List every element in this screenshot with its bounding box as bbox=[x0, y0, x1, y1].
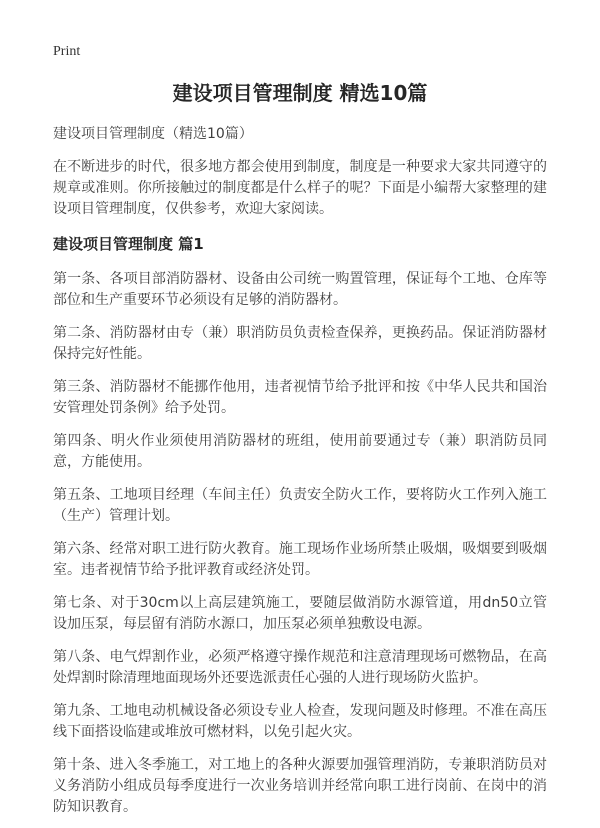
article-paragraph-3: 第三条、消防器材不能挪作他用，违者视情节给予批评和按《中华人民共和国治安管理处罚条例》给予处罚。 bbox=[53, 379, 547, 416]
article-paragraph-4: 第四条、明火作业须使用消防器材的班组，使用前要通过专（兼）职消防员同意，方能使用。 bbox=[53, 433, 547, 470]
article-paragraph-1: 第一条、各项目部消防器材、设备由公司统一购置管理，保证每个工地、仓库等部位和生产重要环节必须设有足够的消防器材。 bbox=[53, 271, 547, 308]
article-paragraph-5: 第五条、工地项目经理（车间主任）负责安全防火工作，要将防火工作列入施工（生产）管理计划。 bbox=[53, 487, 547, 524]
article-paragraph-6: 第六条、经常对职工进行防火教育。施工现场作业场所禁止吸烟，吸烟要到吸烟室。违者视情节给予批评教育或经济处罚。 bbox=[53, 541, 547, 578]
print-link[interactable]: Print bbox=[53, 44, 81, 59]
document-subtitle: 建设项目管理制度（精选10篇） bbox=[53, 126, 253, 142]
article-paragraph-9: 第九条、工地电动机械设备必须设专业人检查，发现问题及时修理。不准在高压线下面搭设临建或堆放可燃材料，以免引起火灾。 bbox=[53, 703, 547, 740]
article-paragraph-2: 第二条、消防器材由专（兼）职消防员负责检查保养，更换药品。保证消防器材保持完好性能。 bbox=[53, 325, 547, 362]
section-heading-part1: 建设项目管理制度 篇1 bbox=[53, 235, 204, 253]
page-title: 建设项目管理制度 精选10篇 bbox=[172, 81, 428, 105]
article-paragraph-8: 第八条、电气焊割作业，必须严格遵守操作规范和注意清理现场可燃物品，在高处焊割时除清理地面现场外还要选派责任心强的人进行现场防火监护。 bbox=[53, 649, 547, 686]
intro-paragraph: 在不断进步的时代，很多地方都会使用到制度，制度是一种要求大家共同遵守的规章或准则。你所接触过的制度都是什么样子的呢？下面是小编帮大家整理的建设项目管理制度，仅供参考，欢迎大家阅读。 bbox=[53, 159, 547, 217]
article-paragraph-7: 第七条、对于30cm以上高层建筑施工，要随层做消防水源管道，用dn50立管设加压泵，每层留有消防水源口，加压泵必须单独敷设电源。 bbox=[53, 595, 547, 632]
article-paragraph-10: 第十条、进入冬季施工，对工地上的各种火源要加强管理消防，专兼职消防员对义务消防小组成员每季度进行一次业务培训并经常向职工进行岗前、在岗中的消防知识教育。 bbox=[53, 757, 547, 815]
